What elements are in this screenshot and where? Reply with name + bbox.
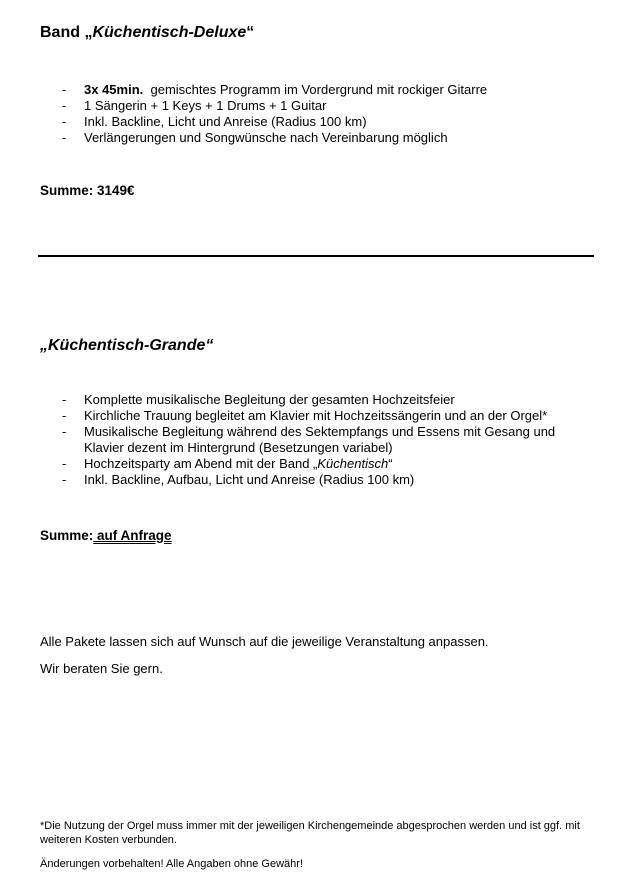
footnote: *Die Nutzung der Orgel muss immer mit der jeweiligen Kirchengemeinde abgesprochen werden und ist ggf. mit weiteren Kosten verbunden. (40, 820, 580, 846)
deluxe-title: Band „Küchentisch-Deluxe“ (40, 24, 255, 41)
list-item: - Inkl. Backline, Aufbau, Licht und Anreise (Radius 100 km) (62, 472, 415, 487)
closing-line-1: Alle Pakete lassen sich auf Wunsch auf die jeweilige Veranstaltung anpassen. (40, 634, 489, 649)
list-item: - Inkl. Backline, Licht und Anreise (Radius 100 km) (62, 114, 367, 129)
disclaimer: Änderungen vorbehalten! Alle Angaben ohne Gewähr! (40, 858, 303, 870)
list-item: - Hochzeitsparty am Abend mit der Band „Küchentisch“ (62, 456, 393, 471)
closing-line-2: Wir beraten Sie gern. (40, 661, 163, 676)
list-item: - Verlängerungen und Songwünsche nach Vereinbarung möglich (62, 130, 448, 145)
section-divider (38, 255, 594, 257)
deluxe-list (62, 82, 488, 146)
deluxe-sum: Summe: 3149€ (40, 183, 135, 198)
grande-sum: Summe: auf Anfrage (40, 528, 172, 543)
list-item: - 3x 45min. gemischtes Programm im Vordergrund mit rockiger Gitarre (62, 82, 488, 97)
list-item: - Musikalische Begleitung während des Sektempfangs und Essens mit Gesang und (62, 424, 556, 439)
grande-list (62, 392, 584, 488)
list-item: - 1 Sängerin + 1 Keys + 1 Drums + 1 Guitar (62, 98, 327, 113)
grande-title: „Küchentisch-Grande“ (40, 337, 214, 354)
list-item: - Komplette musikalische Begleitung der gesamten Hochzeitsfeier (62, 392, 455, 407)
list-item: - Kirchliche Trauung begleitet am Klavier mit Hochzeitssängerin und an der Orgel* (62, 408, 548, 423)
list-item-continuation: Klavier dezent im Hintergrund (Besetzungen variabel) (84, 440, 393, 455)
